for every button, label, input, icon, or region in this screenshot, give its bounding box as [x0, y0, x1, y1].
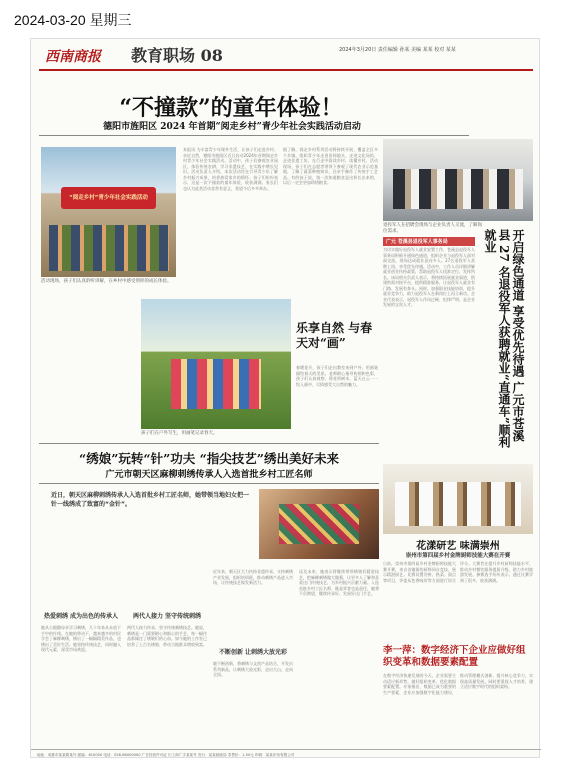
divider: [39, 443, 379, 444]
middle-body-col5: 谈及未来，她表示将继续带领绣娘们精进技艺，把麻柳刺绣做大做强，让更多人了解和喜爱这门传统技艺，为乡村振兴贡献力量。入选首批乡村工匠名师，既是荣誉也是责任，她将不负期望，继续传承好、发展好这门手艺。: [299, 569, 379, 596]
chef-contest-photo: [383, 464, 533, 534]
middle-body-col2: 两代人接力传承，坚守传统刺绣技艺。她说，刺绣是一门需要耐心和细心的手艺，每一幅作品都倾注了绣娘们的心血。如今她的工作室已培养了上百名绣娘，带动当地群众增收致富。: [127, 625, 207, 647]
page-footer: 地址：成都市某某路某号 邮编：610000 电话：028-86000000 广告经营许可证 川工商广字某某号 发行：某某邮政局 零售价：1.50元 印刷：某某印务有限公司: [31, 749, 541, 759]
middle-subheadline: 广元市朝天区麻柳刺绣传承人入选首批乡村工匠名师: [105, 470, 313, 480]
lead-body-col2: 据了解，阅走乡村系列活动将持续开展，覆盖全区多个乡镇，组织青少年走进田间地头、走进文化场馆、走进非遗工坊，在行走中阅读乡村、读懂乡村。活动现场，孩子们在志愿者带领下参观了现代农业示范基地，了解了蔬菜种植知识，还亲手制作了传统手工艺品。有的孩子说，第一次知道粮食是这样长出来的，以后一定会更加珍惜粮食。: [283, 147, 378, 185]
lead-photo-caption: 活动现场，孩子们认真聆听讲解，在乡村中感受别样的成长体验。: [41, 279, 172, 284]
middle-body-col4: 她不断创新，将刺绣与文创产品结合，开发出系列新品，让刺绣大放光彩，走出大山、走向全国。: [213, 661, 293, 677]
banner-text: “阅走乡村”青少年社会实践活动: [69, 195, 148, 201]
side-column-label: 广元 苍溪县退役军人事务局: [383, 237, 475, 246]
lead-headline: “不撞款”的童年体验！: [119, 95, 343, 121]
date-stamp: 2024-03-20 星期三: [14, 12, 132, 28]
job-fair-caption: 退役军人在招聘会现场与企业负责人交流，了解岗位需求。: [383, 223, 482, 234]
middle-intro: 近日，朝天区麻柳刺绣传承人入选首批乡村工匠名师，她带领当地妇女把一针一线绣成了致富的“金针”。: [51, 492, 250, 508]
subhead-3: 不断创新 让刺绣大放光彩: [218, 649, 288, 656]
right-mid-subheadline: 崇州市第四届乡村金牌厨师技能大赛在开赛: [405, 553, 511, 559]
side-body: 为切实做好退役军人就业安置工作，苍溪县退役军人事务局积极开通绿色通道，组织企业与退役军人面对面交流，现场达成就业意向多人。27名退役军人获聘上岗，享受优先待遇。活动中，工作人员详细讲解就业创业扶持政策，帮助退役军人找准定位、发挥所长。该局相关负责人表示，将持续拓展就业渠道，搭建供需对接平台，提供精准服务，让退役军人就业有门路、发展有奔头。同时，加强职业技能培训，提升就业竞争力，助力退役军人在新岗位上再立新功。企业代表表示，退役军人作风过硬、纪律严明，是企业发展的宝贵人才。: [383, 247, 475, 307]
feature-caption: 孩子们在户外写生，用画笔记录春天。: [141, 431, 218, 436]
feature-headline: 乐享自然 与春天对“画”: [296, 321, 373, 350]
side-headline: 开启绿色通道 享受优先待遇 广元市苍溪县 27 名退役军人获聘就业“直通车”顺利就业: [483, 229, 525, 448]
feature-body: 春暖花开，孩子们走出教室来到户外，用画笔描绘春天的美景。老师耐心指导构图和色彩，孩子们认真观察，将花草树木、蓝天白云一一绘入画中，尽情感受大自然的魅力。: [296, 365, 378, 387]
lead-photo: [41, 147, 176, 277]
masthead-info: 2024年3月20日 责任编辑 孙某 美编 某某 校对 某某: [339, 47, 456, 53]
divider: [39, 483, 379, 484]
job-fair-photo: [383, 139, 533, 221]
feature-photo: [141, 299, 291, 429]
newspaper-page: [30, 38, 540, 758]
divider: [39, 135, 469, 136]
middle-headline: “绣娘”玩转“针”功夫 “指尖技艺”绣出美好未来: [79, 451, 339, 466]
right-mid-headline: 花漾研艺 味满崇州: [416, 541, 500, 552]
lead-body-col1: 本报讯 为丰富青少年课外生活，让孩子们走进乡村、亲近自然，德阳市旌阳区近日启动2024年首期阅走乡村青少年社会实践活动。活动中，孩子们参观农业园区，体验传统农耕，学习非遗技艺，在实践中增长见识。活动负责人介绍，本次活动旨在引导青少年了解乡村振兴成果，培养热爱家乡的情怀。孩子们纷纷表示，这是一次不撞款的童年体验，收获满满。家长们也认为此类活动非常有意义，希望今后多多举办。: [183, 147, 278, 191]
lead-subheadline: 德阳市旌阳区 2024 年首期“阅走乡村”青少年社会实践活动启动: [103, 122, 361, 132]
embroidery-photo: [259, 489, 379, 559]
subhead-1: 热爱刺绣 成为出色的传承人: [43, 613, 119, 620]
middle-body-col1: 她从小跟随母亲学习刺绣，几十年来从未放下手中的针线。在她的带动下，越来越多的村民学会了麻柳刺绣，绣出了一幅幅精美作品，也绣出了美好生活。她坚持传统技艺，同时融入现代元素，深受市场欢迎。: [41, 625, 121, 652]
bottom-right-body: 在数字经济快速发展的今天，企业需要主动适应新形势，做好组织变革，优化数据要素配置。专家指出，数据已成为重要的生产要素，企业应加强数字化能力建设，推动管理模式创新，提升核心竞争力，实现高质量发展。同时要重视人才培养，建立适应数字时代的组织架构。: [383, 673, 533, 695]
right-mid-body: 日前，崇州市第四届乡村金牌厨师技能大赛开赛，来自各镇街的厨师同台竞技，展示精湛厨艺。比赛设置冷拼、热菜、面点等项目，评委从色香味形等方面进行综合评分。大赛旨在提升乡村厨师技能水平，推动乡村餐饮服务提质升级，助力乡村旅游发展。参赛选手纷纷表示，通过比赛学到了很多，收获满满。: [383, 561, 533, 583]
newspaper-logo: 西南商报: [45, 49, 101, 65]
masthead: [39, 43, 533, 71]
bottom-right-headline: 李一萍：数字经济下企业应做好组织变革和数据要素配置: [383, 645, 526, 668]
section-title: 教育职场 08: [131, 46, 223, 65]
subhead-2: 两代人接力 坚守传统刺绣: [132, 613, 202, 620]
middle-body-col3: 近年来，朝天区大力扶持非遗传承，支持刺绣产业发展，组织培训班，推动刺绣产品进入市场，让传统技艺焕发新活力。: [213, 569, 293, 585]
